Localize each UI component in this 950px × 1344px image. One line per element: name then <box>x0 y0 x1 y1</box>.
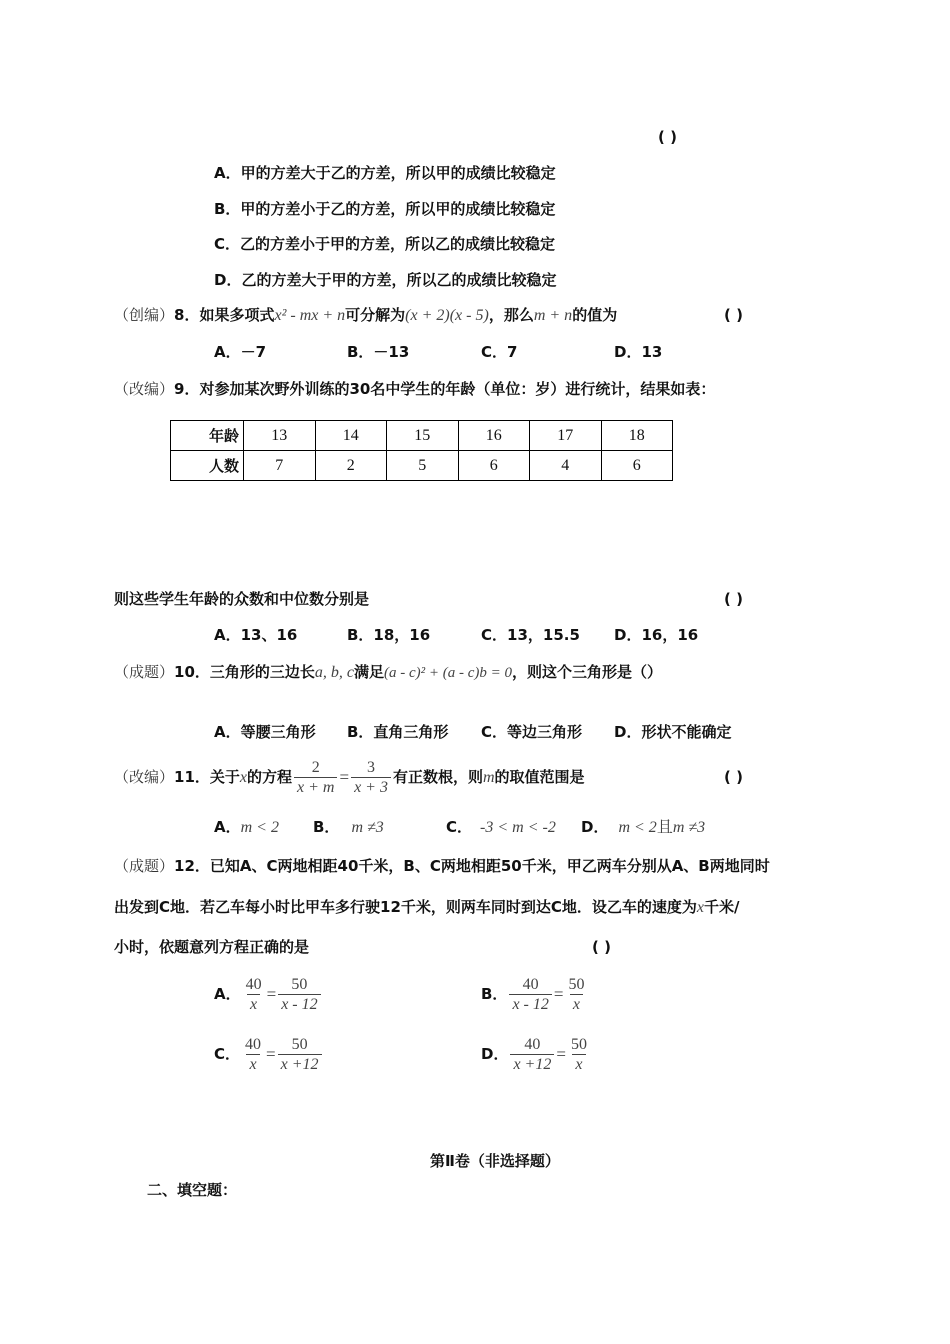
q11-option-b-expr: m ≠3 <box>351 819 384 836</box>
fraction-numerator: 2 <box>311 759 320 776</box>
fraction-numerator: 50 <box>570 1036 587 1053</box>
q10-stem <box>114 662 662 683</box>
q12-option-c-fraction-left <box>242 1035 264 1074</box>
fraction-numerator: 3 <box>367 759 376 776</box>
q12-option-d-equals: = <box>556 1044 566 1064</box>
q12-tag: （成题） <box>114 857 175 875</box>
q12-line1 <box>114 856 770 876</box>
q8-text3: ，那么 <box>488 306 534 324</box>
q12-line2-text-a: 出发到C地．若乙车每小时比甲车多行驶12千米，则两车同时到达C地．设乙车的速度为 <box>114 898 697 916</box>
q12-option-b <box>481 974 589 1015</box>
fraction-numerator: 40 <box>245 1036 262 1053</box>
q11-text2: 的方程 <box>247 768 293 786</box>
q8-expr3: m + n <box>533 307 573 324</box>
q12-answer-paren: ( ) <box>592 938 611 956</box>
fraction-numerator: 40 <box>245 976 262 993</box>
fraction-denominator: x - 12 <box>509 994 551 1014</box>
q12-option-b-fraction-left <box>509 975 551 1014</box>
count-cell: 5 <box>387 451 459 481</box>
count-cell: 6 <box>458 451 530 481</box>
fraction-denominator: x - 12 <box>278 994 320 1014</box>
q9-stem <box>114 379 715 399</box>
q12-option-c-label: C． <box>214 1045 241 1063</box>
q9-answer-paren: ( ) <box>724 590 743 608</box>
q10-option-c: C．等边三角形 <box>481 723 583 741</box>
q11-equals: = <box>339 767 350 787</box>
q11-option-c-label: C． <box>446 818 473 836</box>
age-row <box>171 421 673 451</box>
fraction-numerator: 50 <box>291 976 308 993</box>
q7-option-b: B．甲的方差小于乙的方差，所以甲的成绩比较稳定 <box>214 200 556 218</box>
age-cell: 17 <box>530 421 602 451</box>
q7-option-c: C．乙的方差小于甲的方差，所以乙的成绩比较稳定 <box>214 235 556 253</box>
q11-var-x: x <box>239 769 247 786</box>
fraction-denominator: x + 3 <box>351 777 391 797</box>
q11-option-c <box>446 817 556 838</box>
q11-fraction-left <box>294 758 337 797</box>
fraction-denominator: x <box>246 1054 259 1074</box>
q12-option-a-fraction-left <box>243 975 265 1014</box>
q11-option-b-label: B． <box>313 818 340 836</box>
q11-fraction-right <box>351 758 391 797</box>
q11-option-c-expr: -3 < m < -2 <box>480 819 556 836</box>
q11-option-d-expr2: m ≠3 <box>672 819 706 836</box>
q11-option-a <box>214 817 279 838</box>
fraction-denominator: x <box>247 994 260 1014</box>
q9-tag: （改编） <box>114 380 175 398</box>
age-cell: 13 <box>244 421 316 451</box>
q11-option-a-expr: m < 2 <box>240 819 279 836</box>
q12-option-c-equals: = <box>266 1044 276 1064</box>
q7-option-a: A．甲的方差大于乙的方差，所以甲的成绩比较稳定 <box>214 164 556 182</box>
q8-expr1: x² - mx + n <box>274 307 346 324</box>
q8-tag: （创编） <box>114 306 175 324</box>
count-cell: 6 <box>601 451 673 481</box>
q9-option-d: D．16，16 <box>614 626 699 644</box>
q10-text3: ，则这个三角形是（） <box>512 663 663 681</box>
count-row-label: 人数 <box>171 451 244 481</box>
age-cell: 15 <box>387 421 459 451</box>
fraction-denominator: x + m <box>294 777 337 797</box>
q10-option-a: A．等腰三角形 <box>214 723 316 741</box>
q8-text1: 8．如果多项式 <box>174 306 275 324</box>
q11-text4: 的取值范围是 <box>494 768 585 786</box>
q12-option-a <box>214 974 323 1015</box>
q12-option-c <box>214 1034 324 1075</box>
q10-vars: a, b, c <box>314 664 354 681</box>
fraction-denominator: x <box>570 994 583 1014</box>
q11-tag: （改编） <box>114 768 175 786</box>
q12-line2-text-b: 千米/ <box>704 898 740 916</box>
q12-line3: 小时，依题意列方程正确的是 <box>114 938 310 956</box>
count-row <box>171 451 673 481</box>
age-cell: 18 <box>601 421 673 451</box>
q11-text3: 有正数根，则 <box>392 768 483 786</box>
q10-expr: (a - c)² + (a - c)b = 0 <box>384 665 513 681</box>
q12-option-b-fraction-right <box>565 975 587 1014</box>
q11-var-m: m <box>482 769 495 786</box>
q11-text1: 11．关于 <box>174 768 240 786</box>
q12-option-d-fraction-left <box>510 1035 554 1074</box>
q11-option-a-label: A． <box>214 818 241 836</box>
age-cell: 14 <box>315 421 387 451</box>
q9-option-c: C．13，15.5 <box>481 626 580 644</box>
section-title: 第Ⅱ卷（非选择题） <box>430 1152 560 1170</box>
fraction-denominator: x +12 <box>278 1054 322 1074</box>
q12-option-a-equals: = <box>266 984 277 1004</box>
q12-option-d-fraction-right <box>568 1035 590 1074</box>
q9-text: 9．对参加某次野外训练的30名中学生的年龄（单位：岁）进行统计，结果如表： <box>174 380 716 398</box>
q12-var-x: x <box>696 899 705 916</box>
q12-option-d <box>481 1034 592 1075</box>
count-cell: 7 <box>244 451 316 481</box>
q11-option-d <box>581 817 705 838</box>
q12-option-b-equals: = <box>553 984 564 1004</box>
q8-expr2: (x + 2)(x - 5) <box>405 307 489 324</box>
fraction-numerator: 50 <box>291 1036 308 1053</box>
q8-stem <box>114 305 617 326</box>
q12-option-a-label: A． <box>214 985 241 1003</box>
age-row-label: 年龄 <box>171 421 244 451</box>
fraction-denominator: x +12 <box>510 1054 554 1074</box>
q11-option-b <box>313 817 384 838</box>
fraction-denominator: x <box>572 1054 585 1074</box>
q12-line2 <box>114 897 740 918</box>
q8-answer-paren: ( ) <box>724 306 743 324</box>
fraction-numerator: 40 <box>524 1036 541 1053</box>
q12-line1-text: 12．已知A、C两地相距40千米，B、C两地相距50千米，甲乙两车分别从A、B两地同时 <box>174 857 770 875</box>
q11-stem <box>114 758 585 797</box>
q8-text4: 的值为 <box>572 306 618 324</box>
count-cell: 2 <box>315 451 387 481</box>
q11-option-d-and: 且 <box>656 819 673 836</box>
q9-option-b: B．18，16 <box>347 626 431 644</box>
q10-tag: （成题） <box>114 663 175 681</box>
count-cell: 4 <box>530 451 602 481</box>
q10-option-d: D．形状不能确定 <box>614 723 732 741</box>
q11-answer-paren: ( ) <box>724 768 743 786</box>
fraction-numerator: 50 <box>568 976 585 993</box>
q7-option-d: D．乙的方差大于甲的方差，所以乙的成绩比较稳定 <box>214 271 557 289</box>
q8-option-a: A．－7 <box>214 343 267 361</box>
q12-option-b-label: B． <box>481 985 508 1003</box>
q10-text2: 满足 <box>354 663 385 681</box>
q7-answer-paren: ( ) <box>658 128 677 146</box>
age-table <box>170 420 673 481</box>
q11-option-d-expr1: m < 2 <box>618 819 657 836</box>
q8-option-c: C．7 <box>481 343 518 361</box>
age-cell: 16 <box>458 421 530 451</box>
q12-option-d-label: D． <box>481 1045 509 1063</box>
q8-text2: 可分解为 <box>345 306 406 324</box>
fraction-numerator: 40 <box>522 976 539 993</box>
q9-option-a: A．13、16 <box>214 626 298 644</box>
q12-option-a-fraction-right <box>278 975 320 1014</box>
section-heading: 二、填空题： <box>147 1181 238 1199</box>
q10-text1: 10．三角形的三边长 <box>174 663 315 681</box>
q8-option-d: D．13 <box>614 343 663 361</box>
q8-option-b: B．－13 <box>347 343 410 361</box>
q12-option-c-fraction-right <box>278 1035 322 1074</box>
q10-option-b: B．直角三角形 <box>347 723 449 741</box>
q11-option-d-label: D． <box>581 818 609 836</box>
q9-question: 则这些学生年龄的众数和中位数分别是 <box>114 590 370 608</box>
